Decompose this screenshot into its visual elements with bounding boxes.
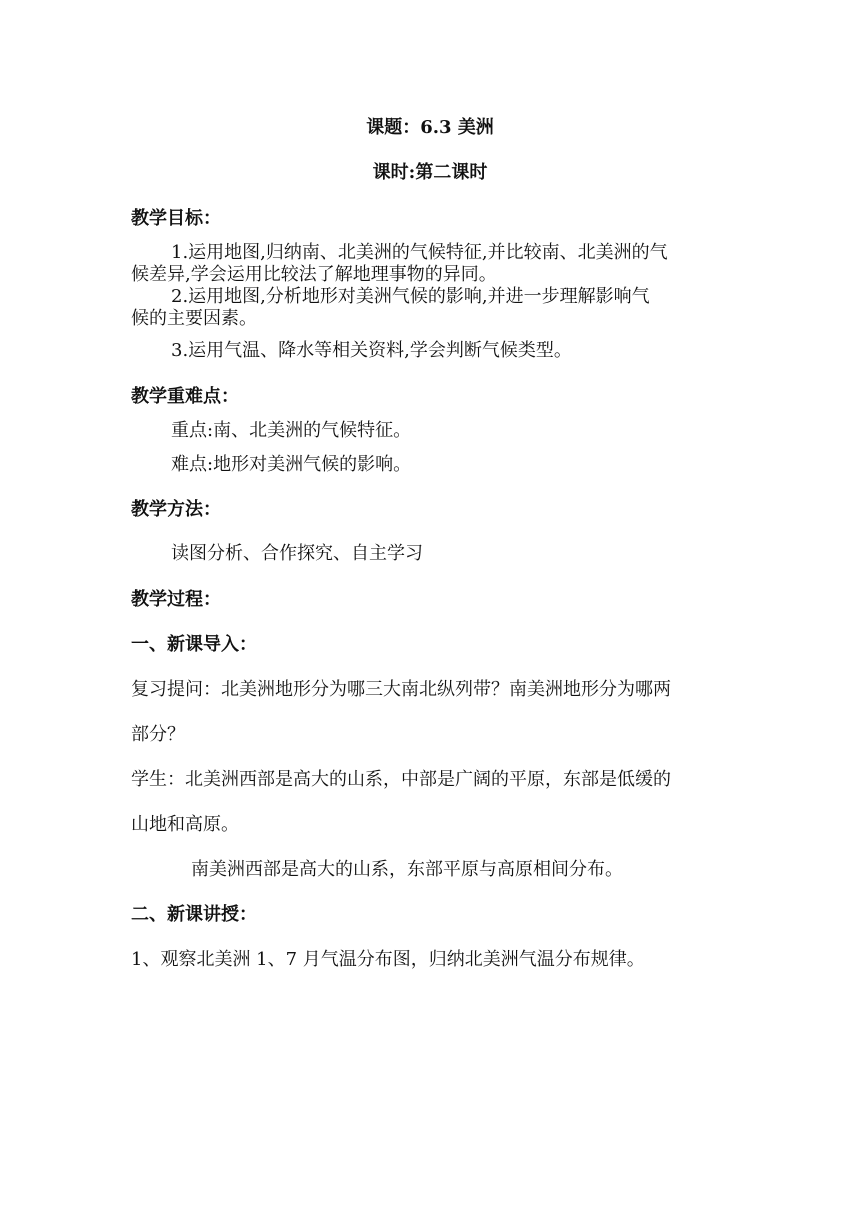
methods-heading: 教学方法： xyxy=(131,499,221,520)
lesson-title: 课题：6.3 美洲 xyxy=(366,117,494,138)
difficult-point: 难点:地形对美洲气候的影响。 xyxy=(171,454,412,475)
objectives-heading: 教学目标： xyxy=(131,208,221,229)
methods-text: 读图分析、合作探究、自主学习 xyxy=(171,543,423,564)
objective-2-line-2: 候的主要因素。 xyxy=(131,308,257,329)
objective-1-line-2: 候差异,学会运用比较法了解地理事物的异同。 xyxy=(131,264,497,285)
lesson-period: 课时:第二课时 xyxy=(372,162,488,183)
key-point: 重点:南、北美洲的气候特征。 xyxy=(171,420,412,441)
objective-1-line-1: 1.运用地图,归纳南、北美洲的气候特征,并比较南、北美洲的气 xyxy=(171,242,668,263)
lecture-heading: 二、新课讲授： xyxy=(131,904,257,925)
student-answer-line-2: 山地和高原。 xyxy=(131,814,239,835)
review-question-line-2: 部分？ xyxy=(131,724,185,745)
objective-2-line-1: 2.运用地图,分析地形对美洲气候的影响,并进一步理解影响气 xyxy=(171,286,650,307)
objective-3: 3.运用气温、降水等相关资料,学会判断气候类型。 xyxy=(171,340,572,361)
process-heading: 教学过程： xyxy=(131,589,221,610)
student-answer-line-1: 学生：北美洲西部是高大的山系，中部是广阔的平原，东部是低缓的 xyxy=(131,769,671,790)
intro-heading: 一、新课导入： xyxy=(131,634,257,655)
student-answer-line-3: 南美洲西部是高大的山系，东部平原与高原相间分布。 xyxy=(191,859,623,880)
key-points-heading: 教学重难点： xyxy=(131,386,239,407)
review-question-line-1: 复习提问：北美洲地形分为哪三大南北纵列带？南美洲地形分为哪两 xyxy=(131,679,671,700)
lecture-step-1: 1、观察北美洲 1、7 月气温分布图，归纳北美洲气温分布规律。 xyxy=(131,949,645,970)
